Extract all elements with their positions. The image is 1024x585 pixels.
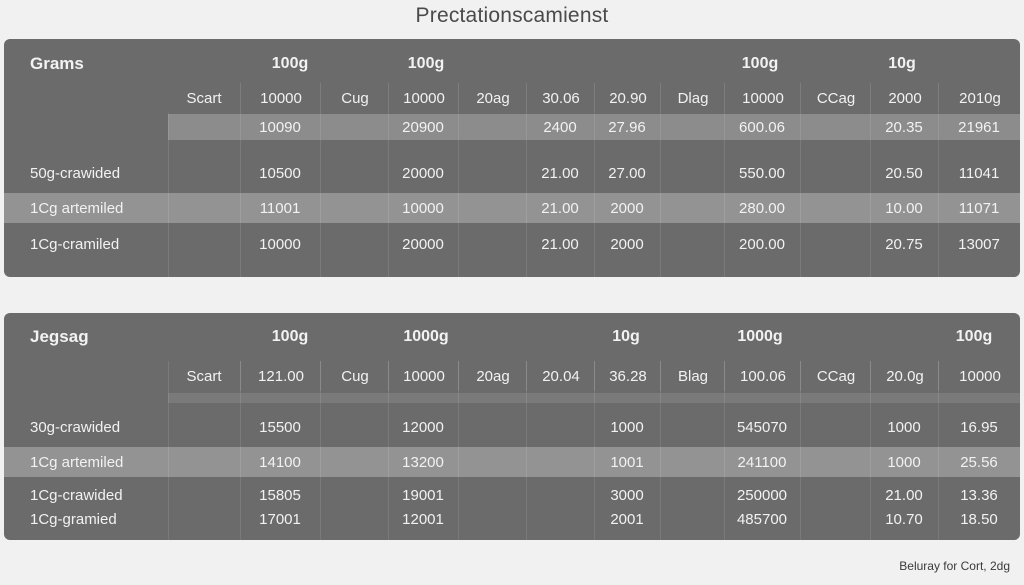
column-divider [526, 361, 527, 540]
column-divider [660, 113, 661, 277]
table-row [4, 229, 1020, 259]
group-header: 100g [271, 55, 309, 72]
row-label: 1Cg artemiled [30, 199, 124, 217]
table-cell: 20000 [402, 164, 444, 182]
column-header: 2000 [870, 83, 939, 113]
row-label: 50g-crawided [30, 164, 121, 182]
summary-cell: 2400 [543, 118, 577, 136]
column-header: Blag [660, 361, 725, 391]
summary-cell: 600.06 [739, 118, 785, 136]
table-cell: 2001 [610, 510, 644, 528]
row-label: 30g-crawided [30, 418, 121, 436]
column-header: Dlag [660, 83, 725, 113]
summary-cell: 20900 [402, 118, 444, 136]
table-cell: 485700 [736, 510, 788, 528]
column-divider [526, 113, 527, 277]
column-header: Cug [320, 83, 389, 113]
table-cell: 1000 [887, 453, 921, 471]
column-divider [458, 113, 459, 277]
table-cell: 545070 [736, 418, 788, 436]
column-header: Scart [186, 367, 222, 385]
column-divider [724, 361, 725, 540]
column-divider [800, 113, 801, 277]
column-header: CCag [800, 83, 871, 113]
table-cell: 11001 [259, 199, 301, 217]
table-cell: 10000 [259, 235, 301, 253]
column-divider [938, 113, 939, 277]
group-header: 100g [271, 328, 309, 345]
table-cell: 280.00 [739, 199, 785, 217]
table-label: Jegsag [30, 327, 89, 346]
group-header: 1000g [737, 328, 783, 345]
data-table-1 [4, 39, 1020, 277]
table-cell: 13200 [402, 453, 444, 471]
table-cell: 13.36 [960, 486, 998, 504]
column-divider [458, 361, 459, 540]
column-header: 20.04 [526, 361, 595, 391]
table-header-row [4, 313, 1020, 361]
data-table-2 [4, 313, 1020, 540]
column-header: Scart [186, 89, 222, 107]
table-cell: 17001 [259, 510, 301, 528]
summary-cell: 21961 [958, 118, 1000, 136]
footer-note: Beluray for Cort, 2dg [899, 559, 1010, 573]
table-cell: 20.50 [885, 164, 923, 182]
column-header: 20ag [458, 83, 527, 113]
table-cell: 550.00 [739, 164, 785, 182]
table-cell: 1000 [610, 418, 644, 436]
group-header: 10g [612, 328, 640, 345]
column-divider [800, 361, 801, 540]
table-cell: 12001 [402, 510, 444, 528]
table-cell: 2000 [610, 235, 644, 253]
column-header: 20.0g [870, 361, 939, 391]
column-divider [320, 361, 321, 540]
summary-cell: 27.96 [608, 118, 646, 136]
column-divider [660, 361, 661, 540]
table-cell: 1000 [887, 418, 921, 436]
column-divider [240, 113, 241, 277]
table-cell: 15805 [259, 486, 301, 504]
row-label: 1Cg-cramiled [30, 235, 120, 253]
table-cell: 10.00 [885, 199, 923, 217]
column-header: CCag [800, 361, 871, 391]
column-divider [594, 113, 595, 277]
table-row [4, 447, 1020, 477]
table-label: Grams [30, 54, 84, 73]
column-header: 100.06 [724, 361, 801, 391]
column-divider [870, 361, 871, 540]
table-row [4, 506, 1020, 532]
column-divider [594, 361, 595, 540]
column-divider [388, 361, 389, 540]
page-title: Prectationscamienst [415, 4, 609, 27]
table-row [4, 193, 1020, 223]
table-cell: 11041 [958, 164, 1000, 182]
table-cell: 16.95 [960, 418, 998, 436]
table-cell: 2000 [610, 199, 644, 217]
table-header-row [4, 39, 1020, 89]
table-cell: 3000 [610, 486, 644, 504]
column-header: 10000 [938, 361, 1020, 391]
table-cell: 200.00 [739, 235, 785, 253]
table-subheader-row [4, 361, 1020, 391]
row-label: 1Cg artemiled [30, 453, 124, 471]
table-cell: 14100 [259, 453, 301, 471]
column-header: 36.28 [594, 361, 661, 391]
group-header: 100g [955, 328, 993, 345]
column-header: 10000 [388, 83, 459, 113]
table-cell: 25.56 [960, 453, 998, 471]
column-divider [168, 113, 169, 277]
table-cell: 27.00 [608, 164, 646, 182]
table-cell: 20000 [402, 235, 444, 253]
table-cell: 15500 [259, 418, 301, 436]
group-header: 100g [407, 55, 445, 72]
column-header: 10000 [724, 83, 801, 113]
table-cell: 241100 [737, 453, 787, 471]
table-cell: 13007 [958, 235, 1000, 253]
table-row [4, 482, 1020, 508]
column-header: 2010g [938, 83, 1020, 113]
table-cell: 21.00 [541, 235, 579, 253]
column-header: 20.90 [594, 83, 661, 113]
row-label: 1Cg-crawided [30, 486, 123, 504]
table-cell: 10000 [402, 199, 444, 217]
table-cell: 20.75 [885, 235, 923, 253]
group-header: 1000g [403, 328, 449, 345]
table-cell: 19001 [402, 486, 444, 504]
table-cell: 21.00 [541, 199, 579, 217]
column-header: 121.00 [240, 361, 321, 391]
row-label: 1Cg-gramied [30, 510, 117, 528]
column-header: 10000 [240, 83, 321, 113]
table-cell: 12000 [402, 418, 444, 436]
group-header: 100g [741, 55, 779, 72]
table-cell: 21.00 [541, 164, 579, 182]
summary-cell: 10090 [259, 118, 301, 136]
column-divider [240, 361, 241, 540]
table-cell: 21.00 [885, 486, 923, 504]
table-cell: 250000 [736, 486, 788, 504]
summary-cell: 20.35 [885, 118, 923, 136]
table-cell: 10500 [259, 164, 301, 182]
table-cell: 1001 [610, 453, 644, 471]
table-row [4, 412, 1020, 442]
table-row [4, 158, 1020, 188]
column-header: 30.06 [526, 83, 595, 113]
table-subheader-row [4, 83, 1020, 113]
table-cell: 11071 [958, 199, 1000, 217]
group-header: 10g [888, 55, 916, 72]
column-header: Cug [320, 361, 389, 391]
column-divider [168, 361, 169, 540]
column-divider [724, 113, 725, 277]
column-header: 10000 [388, 361, 459, 391]
column-divider [388, 113, 389, 277]
table-cell: 10.70 [885, 510, 923, 528]
column-header: 20ag [458, 361, 527, 391]
column-divider [938, 361, 939, 540]
column-divider [320, 113, 321, 277]
table-cell: 18.50 [960, 510, 998, 528]
column-divider [870, 113, 871, 277]
